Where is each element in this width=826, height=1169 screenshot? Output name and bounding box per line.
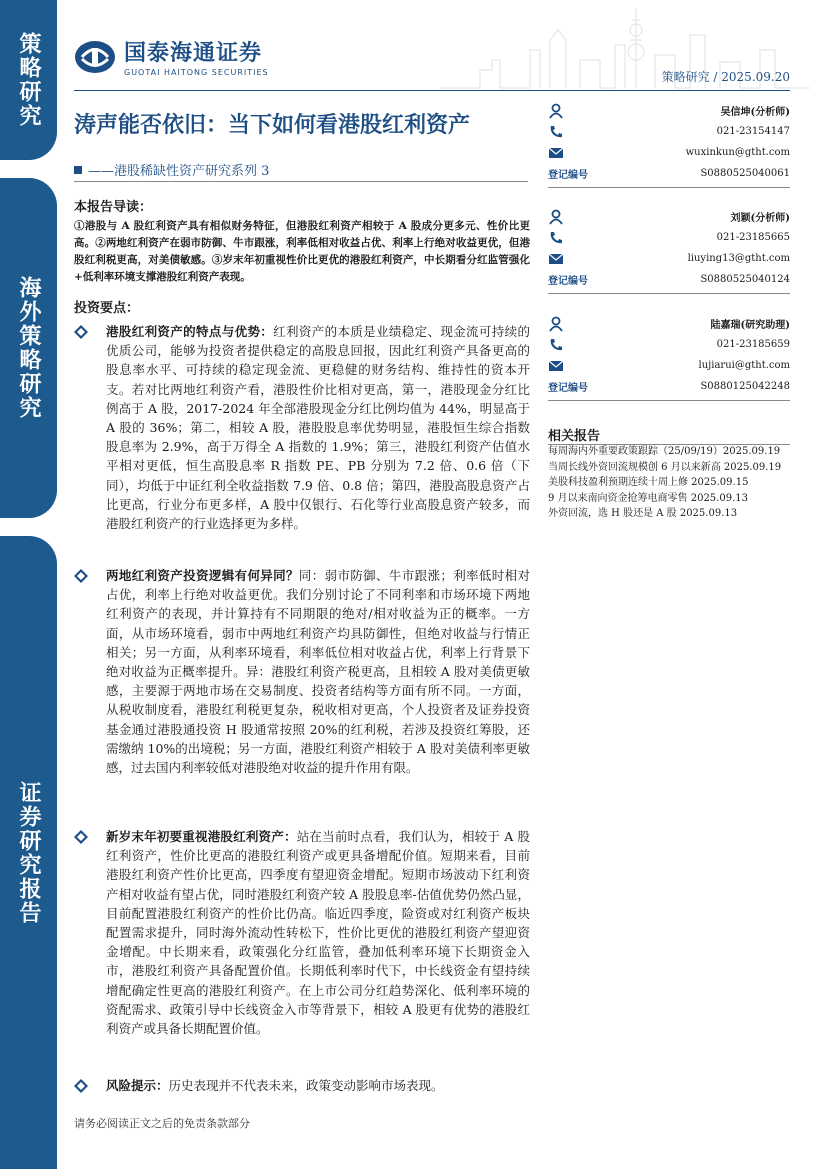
related-report-item[interactable]: 美股科技盈利预期连续十周上修 2025.09.15 <box>548 477 749 488</box>
phone-icon <box>548 337 564 353</box>
analyst-name: 吴信坤(分析师) <box>720 107 790 118</box>
analyst-name: 刘颖(分析师) <box>730 213 790 224</box>
diamond-bullet-icon <box>74 1079 88 1093</box>
registration-label: 登记编号 <box>548 276 588 287</box>
key-point-lead: 新岁末年初要重视港股红利资产： <box>106 829 297 844</box>
related-reports-heading: 相关报告 <box>548 429 601 444</box>
subtitle-text: ——港股稀缺性资产研究系列 3 <box>88 164 270 179</box>
phone-icon <box>548 124 564 140</box>
disclaimer-note: 请务必阅读正文之后的免责条款部分 <box>74 1117 250 1130</box>
subtitle-square-icon <box>74 166 82 174</box>
key-point-1 <box>74 322 530 533</box>
registration-number: S0880525040124 <box>700 274 790 285</box>
analyst-email[interactable]: lujiarui@gtht.com <box>698 360 790 371</box>
phone-icon <box>548 230 564 246</box>
registration-label: 登记编号 <box>548 383 588 394</box>
person-icon <box>548 209 564 225</box>
related-report-item[interactable]: 9 月以来南向资金抢筹电商零售 2025.09.13 <box>548 492 748 504</box>
key-point-text: 同：弱市防御、牛市跟涨；利率低时相对占优，利率上行绝对收益更优。我们分别讨论了不同利率和市场环境下两地红利资产的表现，并计算持有不同期限的绝对/相对收益为正的概率。一方面，从市场环境看，弱市中两地红利资产均具防御性，但绝对收益与行情正相关；另一方面，从利率环境看，利率低位相对收益占优，利率上行背景下绝对收益为正概率提升。异：港股红利资产税更高，且相较 A 股对美债更敏感，主要源于两地市场在交易制度、投资者结构等方面有所不同。一方面，从税收制度看，港股红利税更复杂，税收相对更高，个人投资者及证券投资基金通过港股通投资 H 股通常按照 20%的红利税，若涉及投资红筹股，还需缴纳 10%的出境税；另一方面，港股红利资产相较于 A 股对美债利率更敏感，过去国内利率较低对港股绝对收益的提升作用有限。 <box>106 568 530 776</box>
key-points-heading: 投资要点： <box>74 301 140 316</box>
guide-body: ①港股与 A 股红利资产具有相似财务特征，但港股红利资产相较于 A 股成分更多元、性价比更高。②两地红利资产在弱市防御、牛市跟涨，利率低相对收益占优、利率上行绝对收益更优，但港股红利税更高，对美债敏感。③岁末年初重视性价比更优的港股红利资产，中长期看分红监管强化+低利率环境支撑港股红利资产表现。 <box>74 220 530 283</box>
key-point-3 <box>74 827 530 1038</box>
key-point-text: 历史表现并不代表未来，政策变动影响市场表现。 <box>168 1078 444 1093</box>
company-logo <box>74 36 269 77</box>
related-report-item[interactable]: 当周长线外资回流规模创 6 月以来新高 2025.09.19 <box>548 461 782 473</box>
guide-heading: 本报告导读： <box>74 200 153 215</box>
analyst-divider <box>548 187 790 188</box>
email-icon <box>548 358 564 374</box>
side-tab-report-type: 证券研究报告 <box>0 536 57 1169</box>
diamond-bullet-icon <box>74 569 88 583</box>
analyst-email[interactable]: wuxinkun@gtht.com <box>685 147 790 158</box>
analyst-phone: 021-23154147 <box>716 126 790 137</box>
logo-icon <box>74 40 116 74</box>
key-point-lead: 风险提示： <box>106 1078 169 1093</box>
logo-cn-text: 国泰海通证券 <box>124 41 263 66</box>
registration-label: 登记编号 <box>548 170 588 181</box>
related-report-item[interactable]: 每周海内外重要政策跟踪（25/09/19）2025.09.19 <box>548 446 781 457</box>
key-point-lead: 两地红利资产投资逻辑有何异同？ <box>106 568 299 583</box>
analyst-card-2 <box>548 206 790 294</box>
diamond-bullet-icon <box>74 325 88 339</box>
analyst-divider <box>548 293 790 294</box>
analyst-email[interactable]: liuying13@gtht.com <box>687 253 790 264</box>
key-point-text: 红利资产的本质是业绩稳定、现金流可持续的优质公司，能够为投资者提供稳定的高股息回报，因此红利资产具备更高的股息率水平、可持续的稳定现金流、更稳健的财务结构、维持性的资本开支。若对比两地红利资产看，港股性价比相对更高，第一，港股现金分红比例高于 A 股，2017-2024 年全部港股现金分红比例均值为 44%，明显高于 A 股的 36%；第二，相较 A 股，港股股息率优势明显，港股恒生综合指数股息率为 2.9%，高于万得全 A 指数的 1.9%；第三，港股红利资产估值水平相对更低，恒生高股息率 R 指数 PE、PB 分别为 7.2 倍、0.6 倍（下同），均低于中证红利全收益指数 7.9 倍、0.8 倍；第四，港股高股息资产占比更高，行业分布更多样，A 股中仅银行、石化等行业高股息资产较多，而港股红利资产的行业选择更为多样。 <box>106 324 530 532</box>
logo-en-text: GUOTAI HAITONG SECURITIES <box>124 68 269 77</box>
side-band <box>0 0 57 1169</box>
report-subtitle <box>74 160 269 179</box>
report-title: 涛声能否依旧：当下如何看港股红利资产 <box>74 113 471 138</box>
analyst-phone: 021-23185665 <box>716 232 790 243</box>
side-tab-strategy: 策略研究 <box>0 0 57 160</box>
registration-number: S0880525040061 <box>700 168 790 179</box>
title-divider <box>74 181 528 182</box>
person-icon <box>548 103 564 119</box>
related-reports-list <box>548 446 792 524</box>
related-report-item[interactable]: 外资回流，选 H 股还是 A 股 2025.09.13 <box>548 508 738 519</box>
email-icon <box>548 251 564 267</box>
analyst-divider <box>548 400 790 401</box>
header-divider <box>74 90 790 91</box>
report-category-date: 策略研究 / 2025.09.20 <box>661 70 790 84</box>
analyst-phone: 021-23185659 <box>716 339 790 350</box>
key-point-2 <box>74 566 530 777</box>
analyst-name: 陆嘉瑞(研究助理) <box>710 320 790 331</box>
key-point-text: 站在当前时点看，我们认为，相较于 A 股红利资产，性价比更高的港股红利资产或更具备增配价值。短期来看，目前港股红利资产性价比更高，四季度有望迎资金增配。短期市场波动下红利资产相对收益有望占优，同时港股红利资产较 A 股股息率-估值优势仍然凸显，目前配置港股红利资产的性价比仍高。临近四季度，险资或对红利资产板块配置需求提升，同时海外流动性转松下，性价比更优的港股红利资产望迎资金增配。中长期来看，政策强化分红监管，叠加低利率环境下长期资金入市，港股红利资产具备配置价值。长期低利率时代下，中长线资金有望持续增配确定性更高的港股红利资产。在上市公司分红趋势深化、低利率环境的资配需求、政策引导中长线资金入市等背景下，相较 A 股更有优势的港股红利资产或具备长期配置价值。 <box>106 829 530 1037</box>
diamond-bullet-icon <box>74 830 88 844</box>
email-icon <box>548 145 564 161</box>
analyst-card-3 <box>548 313 790 401</box>
side-tab-overseas: 海外策略研究 <box>0 178 57 518</box>
related-divider <box>548 444 790 445</box>
registration-number: S0880125042248 <box>700 381 790 392</box>
person-icon <box>548 316 564 332</box>
key-point-lead: 港股红利资产的特点与优势： <box>106 324 274 339</box>
risk-warning <box>74 1076 530 1095</box>
analyst-card-1 <box>548 100 790 188</box>
